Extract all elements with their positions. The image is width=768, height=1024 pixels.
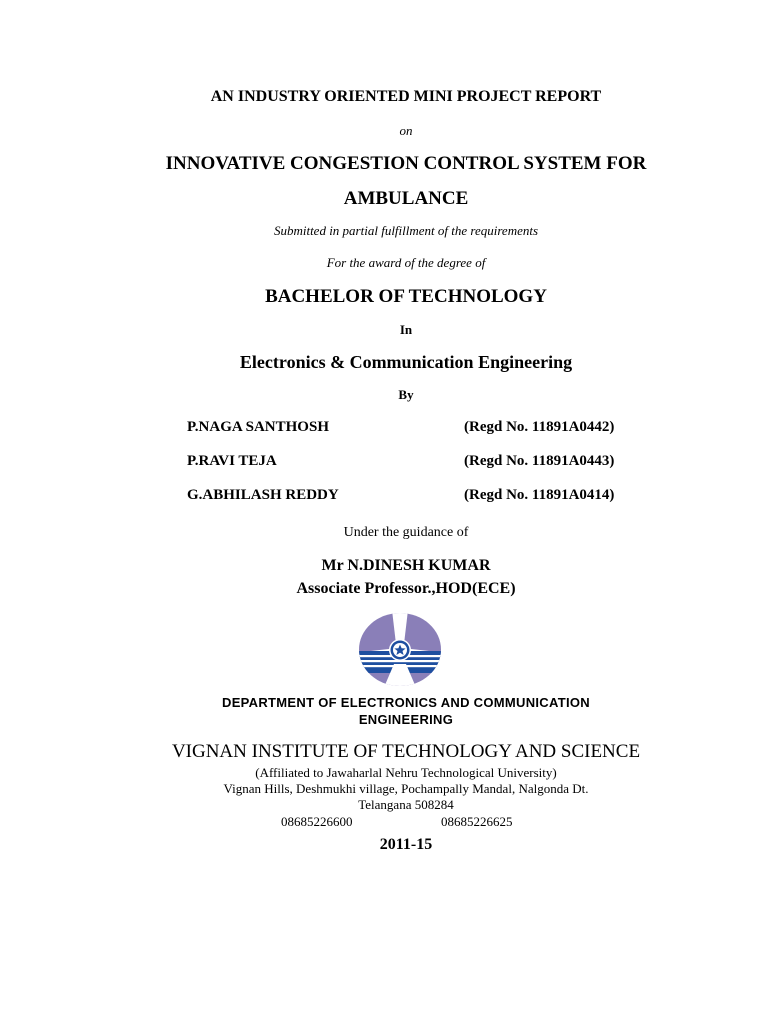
project-title-line-2: AMBULANCE <box>343 188 469 209</box>
student-row <box>187 419 657 439</box>
award-statement: For the award of the degree of <box>326 255 486 270</box>
student-regd-number: (Regd No. 11891A0443) <box>464 453 615 469</box>
institute-name: VIGNAN INSTITUTE OF TECHNOLOGY AND SCIENCE <box>171 741 641 762</box>
report-type: AN INDUSTRY ORIENTED MINI PROJECT REPORT <box>210 88 602 105</box>
submission-statement: Submitted in partial fulfillment of the requirements <box>273 223 539 238</box>
student-name: P.RAVI TEJA <box>187 453 277 469</box>
by-word: By <box>398 387 414 402</box>
student-row <box>187 487 657 507</box>
degree-name: BACHELOR OF TECHNOLOGY <box>265 286 547 307</box>
department-line-2: ENGINEERING <box>358 712 454 727</box>
guidance-intro: Under the guidance of <box>343 525 469 540</box>
vignan-logo-icon <box>358 612 442 687</box>
student-name: P.NAGA SANTHOSH <box>187 419 329 435</box>
phone-number: 08685226625 <box>441 814 513 829</box>
guide-title: Associate Professor.,HOD(ECE) <box>296 580 516 597</box>
project-title-line-1: INNOVATIVE CONGESTION CONTROL SYSTEM FOR <box>165 153 647 174</box>
institute-affiliation: (Affiliated to Jawaharlal Nehru Technological University) <box>255 765 557 780</box>
student-name: G.ABHILASH REDDY <box>187 487 339 503</box>
institute-address: Vignan Hills, Deshmukhi village, Pochampally Mandal, Nalgonda Dt. <box>223 781 589 796</box>
branch-name: Electronics & Communication Engineering <box>239 352 573 372</box>
student-row <box>187 453 657 473</box>
institute-state-pincode: Telangana 508284 <box>358 797 454 812</box>
academic-years: 2011-15 <box>379 836 433 853</box>
student-regd-number: (Regd No. 11891A0414) <box>464 487 615 503</box>
on-word: on <box>399 123 413 138</box>
in-word: In <box>399 322 413 337</box>
guide-name: Mr N.DINESH KUMAR <box>321 557 491 574</box>
phone-number: 08685226600 <box>281 814 353 829</box>
student-regd-number: (Regd No. 11891A0442) <box>464 419 615 435</box>
department-line-1: DEPARTMENT OF ELECTRONICS AND COMMUNICATION <box>222 695 590 710</box>
